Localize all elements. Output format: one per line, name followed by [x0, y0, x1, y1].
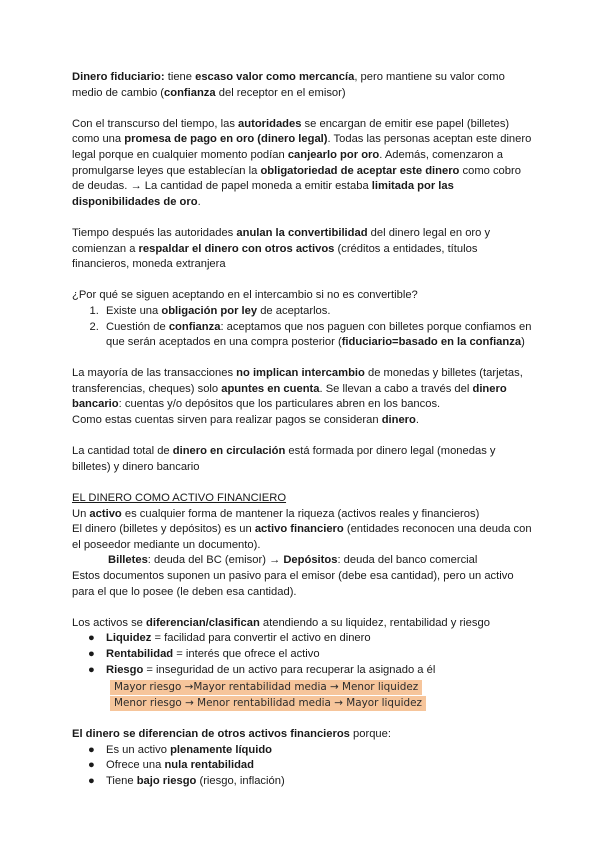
list-item: ● Liquidez = facilidad para convertir el activo en dinero [106, 631, 534, 647]
paragraph-convertibilidad: Tiempo después las autoridades anulan la convertibilidad del dinero legal en oro y comienzan a respaldar el dinero con otros activos (créditos a entidades, títulos financieros, moneda extranjera [72, 226, 491, 271]
highlight-mayor-riesgo: Mayor riesgo →Mayor rentabilidad media → Menor liquidez [110, 680, 422, 695]
document-body [72, 70, 534, 789]
paragraph-activo: Un activo es cualquier forma de mantener la riqueza (activos reales y financieros) [72, 507, 480, 520]
properties-list [72, 631, 534, 678]
bullet-icon: ● [88, 759, 95, 772]
paragraph-transacciones: La mayoría de las transacciones no implican intercambio de monedas y billetes (tarjetas, transferencias, cheques) solo apuntes en cuenta. Se llevan a cabo a través del dinero bancario: cuentas y/o depósitos que los particulares abren en los bancos. [72, 367, 523, 411]
bullet-icon: ● [88, 774, 95, 787]
paragraph-dinero-diferencias: El dinero se diferencian de otros activos financieros porque: [72, 727, 391, 740]
section-title: EL DINERO COMO ACTIVO FINANCIERO [72, 492, 287, 505]
list-item: 1. Existe una obligación por ley de aceptarlos. [102, 304, 534, 320]
paragraph-activo-financiero: El dinero (billetes y depósitos) es un activo financiero (entidades reconocen una deuda con el poseedor mediante un documento). [72, 523, 532, 551]
paragraph-pasivo: Estos documentos suponen un pasivo para el emisor (debe esa cantidad), pero un activo para el que lo posee (le deben esa cantidad). [72, 570, 514, 598]
list-item: ● Es un activo plenamente líquido [106, 743, 534, 759]
paragraph-autoridades: Con el transcurso del tiempo, las autoridades se encargan de emitir ese papel (billetes) como una promesa de pago en oro (dinero legal). Todas las personas aceptan este dinero legal porque en cualquier momento podían canjearlo por oro. Además, comenzaron a promulgarse leyes que establecían la obligatoriedad de aceptar este dinero como cobro de deudas. → La cantidad de papel moneda a emitir estaba limitada por las disponibilidades de oro. [72, 117, 532, 208]
reasons-list [72, 304, 534, 351]
question-convertible: ¿Por qué se siguen aceptando en el intercambio si no es convertible? [72, 289, 418, 302]
list-item: ● Ofrece una nula rentabilidad [106, 758, 534, 774]
highlight-menor-riesgo: Menor riesgo → Menor rentabilidad media → Mayor liquidez [110, 696, 426, 711]
differences-list [72, 743, 534, 790]
list-item: 2. Cuestión de confianza: aceptamos que nos paguen con billetes porque confiamos en que serán aceptados en una compra posterior (fiduciario=basado en la confianza) [102, 320, 534, 351]
paragraph-billetes-depositos: Billetes: deuda del BC (emisor) → Depósitos: deuda del banco comercial [108, 554, 478, 567]
list-item: ● Tiene bajo riesgo (riesgo, inflación) [106, 774, 534, 790]
paragraph-clasificacion: Los activos se diferencian/clasifican atendiendo a su liquidez, rentabilidad y riesgo [72, 616, 490, 629]
paragraph-dinero-fiduciario: Dinero fiduciario: tiene escaso valor como mercancía, pero mantiene su valor como medio de cambio (confianza del receptor en el emisor) [72, 71, 505, 99]
paragraph-circulacion: La cantidad total de dinero en circulación está formada por dinero legal (monedas y billetes) y dinero bancario [72, 445, 496, 473]
list-item: ● Riesgo = inseguridad de un activo para recuperar la asignado a él [106, 663, 534, 679]
highlighted-notes [72, 680, 534, 711]
list-item: ● Rentabilidad = interés que ofrece el activo [106, 647, 534, 663]
bullet-icon: ● [88, 743, 95, 756]
bullet-icon: ● [88, 647, 95, 660]
paragraph-cuentas: Como estas cuentas sirven para realizar pagos se consideran dinero. [72, 414, 419, 427]
bullet-icon: ● [88, 663, 95, 676]
bullet-icon: ● [88, 632, 95, 645]
